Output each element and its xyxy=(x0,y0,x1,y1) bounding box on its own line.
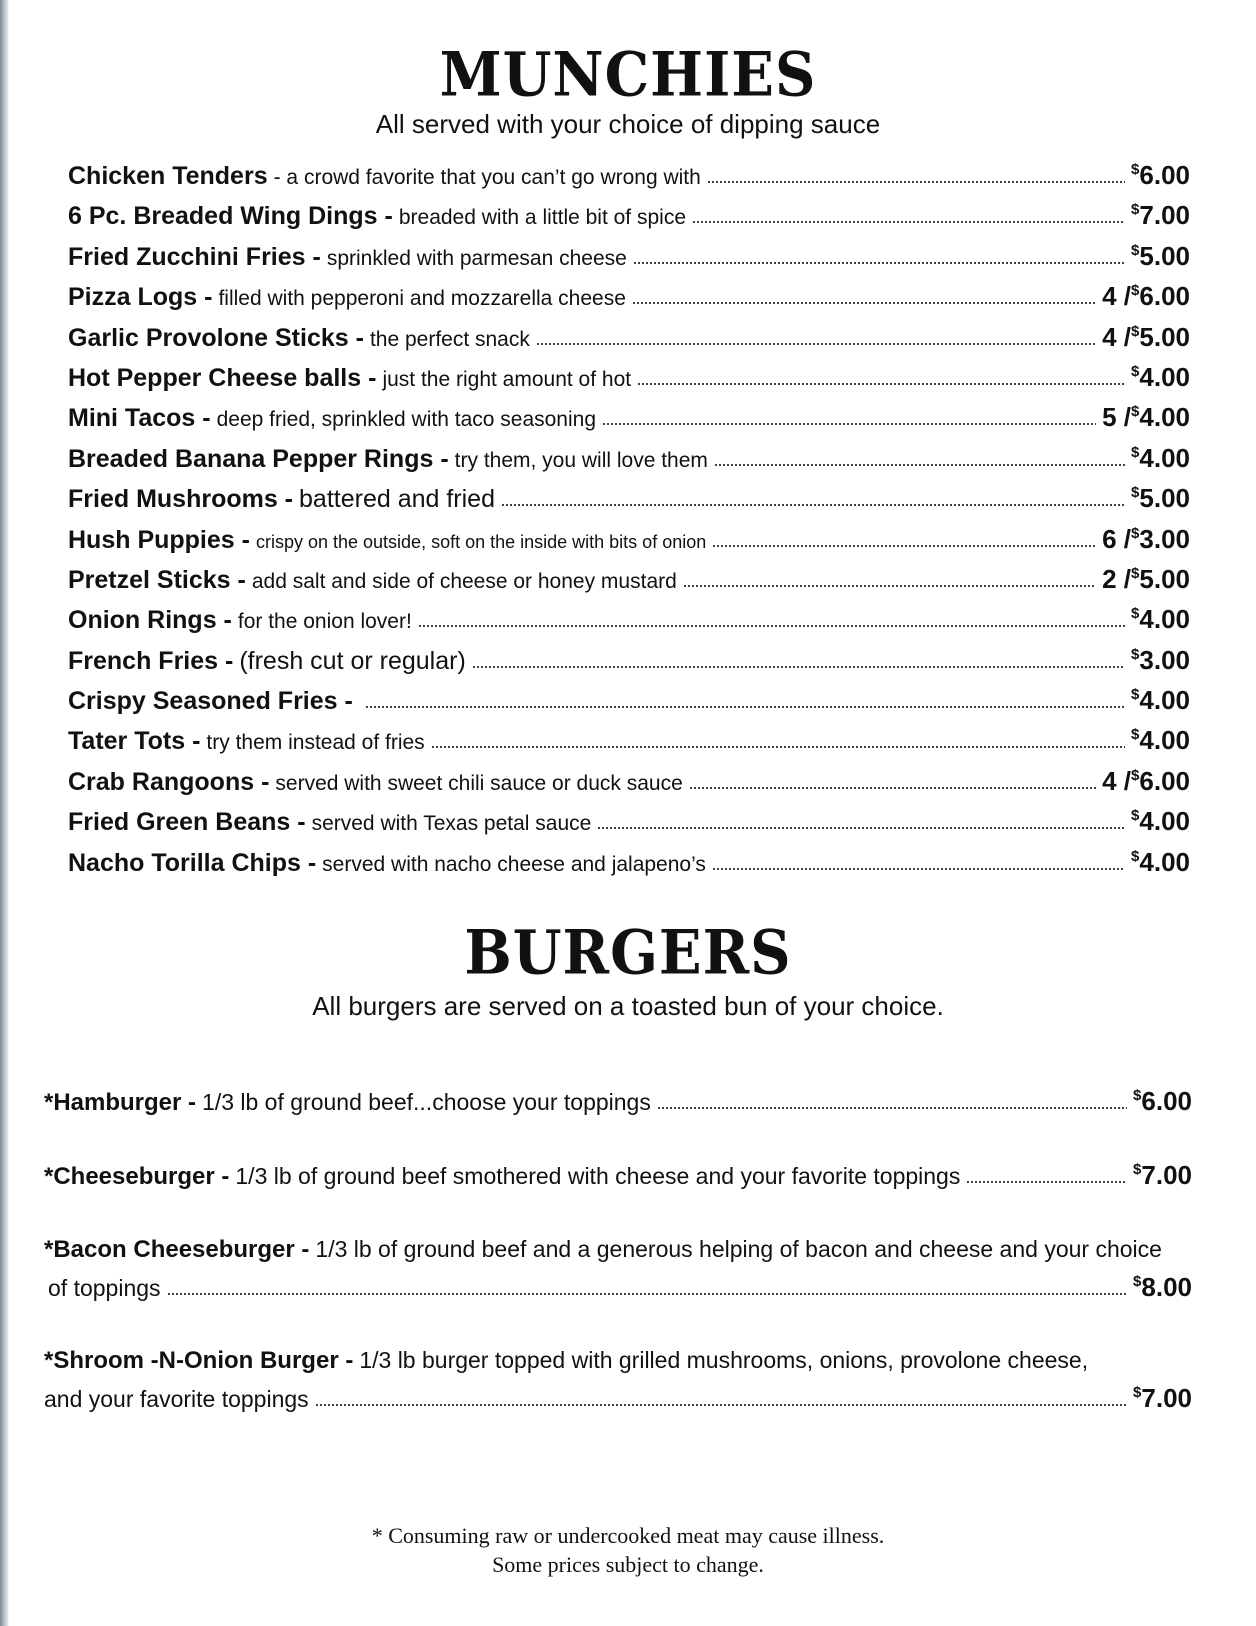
dot-leader xyxy=(712,544,1096,548)
item-price xyxy=(1133,1272,1192,1303)
price-value: 7.00 xyxy=(1139,200,1190,231)
item-name: 6 Pc. Breaded Wing Dings - xyxy=(68,202,393,231)
dot-leader xyxy=(365,705,1125,709)
item-price xyxy=(1102,766,1190,797)
item-name: Crispy Seasoned Fries - xyxy=(68,687,353,716)
item-desc: (fresh cut or regular) xyxy=(239,646,466,675)
item-name: Pretzel Sticks - xyxy=(68,565,246,594)
item-price xyxy=(1102,281,1190,312)
item-qty: 6 / xyxy=(1102,523,1132,554)
burger-item xyxy=(44,1236,1192,1303)
dot-leader xyxy=(602,422,1096,426)
currency-symbol: $ xyxy=(1131,564,1140,582)
item-name: Chicken Tenders xyxy=(68,162,268,190)
price-value: 6.00 xyxy=(1139,281,1190,312)
item-price xyxy=(1131,443,1190,474)
dot-leader xyxy=(418,624,1125,628)
menu-item xyxy=(68,362,1190,402)
currency-symbol: $ xyxy=(1131,403,1140,421)
menu-item xyxy=(68,725,1190,765)
item-qty: 4 / xyxy=(1102,765,1132,796)
item-name: Fried Green Beans - xyxy=(68,808,306,837)
dot-leader xyxy=(966,1180,1127,1184)
item-desc-cont: and your favorite toppings xyxy=(44,1386,309,1412)
currency-symbol: $ xyxy=(1131,766,1140,784)
currency-symbol: $ xyxy=(1131,686,1140,704)
item-name: French Fries - xyxy=(68,646,234,675)
price-value: 3.00 xyxy=(1139,644,1190,675)
currency-symbol: $ xyxy=(1131,161,1140,178)
item-desc: just the right amount of hot xyxy=(382,367,632,391)
item-name: *Cheeseburger - xyxy=(44,1163,230,1190)
item-name: Fried Zucchini Fries - xyxy=(68,242,321,271)
burger-line xyxy=(44,1086,1192,1117)
item-desc: for the onion lover! xyxy=(237,610,412,634)
menu-item xyxy=(68,564,1190,604)
menu-item xyxy=(68,524,1190,564)
menu-item xyxy=(68,241,1190,281)
item-name: Crab Rangoons - xyxy=(68,767,270,796)
item-name: Breaded Banana Pepper Rings - xyxy=(68,444,449,473)
dot-leader xyxy=(315,1403,1127,1407)
menu-item xyxy=(68,847,1190,887)
item-name: Hush Puppies - xyxy=(68,525,250,554)
item-price xyxy=(1133,1160,1192,1191)
item-desc: breaded with a little bit of spice xyxy=(398,206,687,230)
item-qty: 5 / xyxy=(1102,402,1132,433)
burgers-title: BURGERS xyxy=(464,917,792,989)
burger-line-cont xyxy=(44,1272,1192,1303)
item-desc: the perfect snack xyxy=(369,327,530,351)
item-name: *Shroom -N-Onion Burger - xyxy=(44,1347,354,1374)
currency-symbol: $ xyxy=(1133,1161,1142,1178)
item-desc: sprinkled with parmesan cheese xyxy=(326,246,627,270)
item-name: Onion Rings - xyxy=(68,606,232,635)
item-name: Pizza Logs - xyxy=(68,283,213,312)
currency-symbol: $ xyxy=(1131,484,1140,502)
item-price xyxy=(1133,1086,1192,1117)
menu-item xyxy=(68,483,1190,523)
price-value: 4.00 xyxy=(1139,361,1190,392)
dot-leader xyxy=(689,786,1096,790)
price-value: 7.00 xyxy=(1141,1383,1192,1413)
dot-leader xyxy=(714,463,1125,467)
item-desc: served with nacho cheese and jalapeno’s xyxy=(322,852,706,876)
item-name: Garlic Provolone Sticks - xyxy=(68,323,364,352)
item-desc: 1/3 lb burger topped with grilled mushrooms, onions, provolone cheese, xyxy=(359,1347,1089,1373)
dot-leader xyxy=(431,745,1125,749)
price-value: 6.00 xyxy=(1139,765,1190,796)
item-name: *Bacon Cheeseburger - xyxy=(44,1236,310,1263)
burger-line xyxy=(44,1236,1192,1264)
currency-symbol: $ xyxy=(1133,1273,1142,1290)
burger-item xyxy=(44,1086,1192,1117)
price-value: 4.00 xyxy=(1139,725,1190,756)
item-desc-cont: of toppings xyxy=(48,1275,161,1301)
burger-item xyxy=(44,1347,1192,1414)
price-value: 5.00 xyxy=(1139,483,1190,514)
item-price xyxy=(1131,725,1190,756)
price-value: 4.00 xyxy=(1139,846,1190,877)
item-price xyxy=(1131,483,1190,514)
burgers-subtitle: All burgers are served on a toasted bun of your choice. xyxy=(312,991,944,1021)
price-value: 4.00 xyxy=(1139,402,1190,433)
item-desc: crispy on the outside, soft on the inside with bits of onion xyxy=(255,531,707,552)
burger-item xyxy=(44,1160,1192,1191)
dot-leader xyxy=(536,342,1096,346)
currency-symbol: $ xyxy=(1131,201,1140,219)
item-price xyxy=(1102,564,1190,595)
price-value: 4.00 xyxy=(1139,604,1190,635)
price-value: 6.00 xyxy=(1139,160,1190,190)
item-desc: served with Texas petal sauce xyxy=(311,812,592,836)
item-price xyxy=(1102,402,1190,433)
menu-item xyxy=(68,645,1190,685)
currency-symbol: $ xyxy=(1131,282,1140,300)
item-desc: deep fried, sprinkled with taco seasoning xyxy=(216,408,597,432)
currency-symbol: $ xyxy=(1131,322,1140,340)
price-value: 5.00 xyxy=(1139,563,1190,594)
dot-leader xyxy=(712,867,1125,871)
price-value: 5.00 xyxy=(1139,240,1190,271)
item-price xyxy=(1131,806,1190,837)
item-desc: - a crowd favorite that you can’t go wrong with xyxy=(273,166,701,189)
item-price xyxy=(1131,160,1190,191)
burger-line-cont xyxy=(44,1383,1192,1414)
item-price xyxy=(1131,200,1190,231)
item-price xyxy=(1131,685,1190,716)
item-qty: 4 / xyxy=(1102,321,1132,352)
item-price xyxy=(1131,847,1190,878)
price-value: 4.00 xyxy=(1139,806,1190,837)
currency-symbol: $ xyxy=(1131,847,1140,865)
dot-leader xyxy=(707,180,1125,184)
item-price xyxy=(1102,322,1190,353)
menu-item xyxy=(68,806,1190,846)
dot-leader xyxy=(597,826,1125,830)
item-name: *Hamburger - xyxy=(44,1089,197,1116)
item-price xyxy=(1131,362,1190,393)
dot-leader xyxy=(633,261,1125,265)
footer-note xyxy=(0,1522,1256,1579)
price-value: 4.00 xyxy=(1139,442,1190,473)
footer-line-1: * Consuming raw or undercooked meat may cause illness. xyxy=(371,1523,885,1548)
item-price xyxy=(1131,241,1190,272)
item-desc: add salt and side of cheese or honey mustard xyxy=(251,569,677,593)
dot-leader xyxy=(637,382,1125,386)
price-value: 7.00 xyxy=(1141,1160,1192,1190)
currency-symbol: $ xyxy=(1131,726,1140,744)
currency-symbol: $ xyxy=(1131,443,1140,461)
item-name: Fried Mushrooms - xyxy=(68,485,294,514)
dot-leader xyxy=(501,503,1125,507)
item-name: Tater Tots - xyxy=(68,727,201,756)
currency-symbol: $ xyxy=(1131,524,1140,542)
item-price xyxy=(1133,1383,1192,1414)
item-desc: filled with pepperoni and mozzarella cheese xyxy=(218,287,626,311)
currency-symbol: $ xyxy=(1131,241,1140,259)
menu-item xyxy=(68,200,1190,240)
item-desc: 1/3 lb of ground beef smothered with cheese and your favorite toppings xyxy=(235,1163,961,1189)
item-name: Mini Tacos - xyxy=(68,404,211,433)
menu-item xyxy=(68,402,1190,442)
currency-symbol: $ xyxy=(1131,605,1140,623)
price-value: 8.00 xyxy=(1141,1272,1192,1302)
menu-item xyxy=(68,281,1190,321)
currency-symbol: $ xyxy=(1133,1087,1142,1104)
item-desc: served with sweet chili sauce or duck sauce xyxy=(275,771,683,795)
currency-symbol: $ xyxy=(1133,1384,1142,1401)
item-price xyxy=(1131,604,1190,635)
currency-symbol: $ xyxy=(1131,807,1140,825)
dot-leader xyxy=(683,584,1096,588)
price-value: 3.00 xyxy=(1139,523,1190,554)
menu-item xyxy=(68,160,1190,200)
item-price xyxy=(1102,524,1190,555)
burger-line xyxy=(44,1160,1192,1191)
item-qty: 4 / xyxy=(1102,281,1132,312)
menu-item xyxy=(68,685,1190,725)
munchies-title: MUNCHIES xyxy=(439,39,817,111)
munchies-subtitle: All served with your choice of dipping sauce xyxy=(375,109,881,139)
footer-line-2: Some prices subject to change. xyxy=(492,1551,764,1577)
price-value: 6.00 xyxy=(1141,1086,1192,1116)
dot-leader xyxy=(472,665,1125,669)
item-desc: 1/3 lb of ground beef...choose your toppings xyxy=(202,1089,651,1115)
item-price xyxy=(1131,645,1190,676)
price-value: 5.00 xyxy=(1139,321,1190,352)
munchies-list xyxy=(68,160,1190,887)
item-qty: 2 / xyxy=(1102,563,1132,594)
currency-symbol: $ xyxy=(1131,645,1140,663)
item-desc: battered and fried xyxy=(299,485,495,514)
menu-item xyxy=(68,322,1190,362)
dot-leader xyxy=(692,220,1125,224)
item-desc: try them, you will love them xyxy=(454,448,708,472)
price-value: 4.00 xyxy=(1139,685,1190,716)
menu-item xyxy=(68,766,1190,806)
dot-leader xyxy=(632,301,1096,305)
item-desc: try them instead of fries xyxy=(206,731,425,755)
dot-leader xyxy=(167,1292,1128,1296)
dot-leader xyxy=(657,1106,1127,1110)
burger-line xyxy=(44,1347,1192,1375)
menu-item xyxy=(68,604,1190,644)
item-name: Hot Pepper Cheese balls - xyxy=(68,363,377,392)
item-name: Nacho Torilla Chips - xyxy=(68,848,317,877)
menu-item xyxy=(68,443,1190,483)
currency-symbol: $ xyxy=(1131,362,1140,380)
item-desc: 1/3 lb of ground beef and a generous helping of bacon and cheese and your choice xyxy=(315,1236,1162,1262)
